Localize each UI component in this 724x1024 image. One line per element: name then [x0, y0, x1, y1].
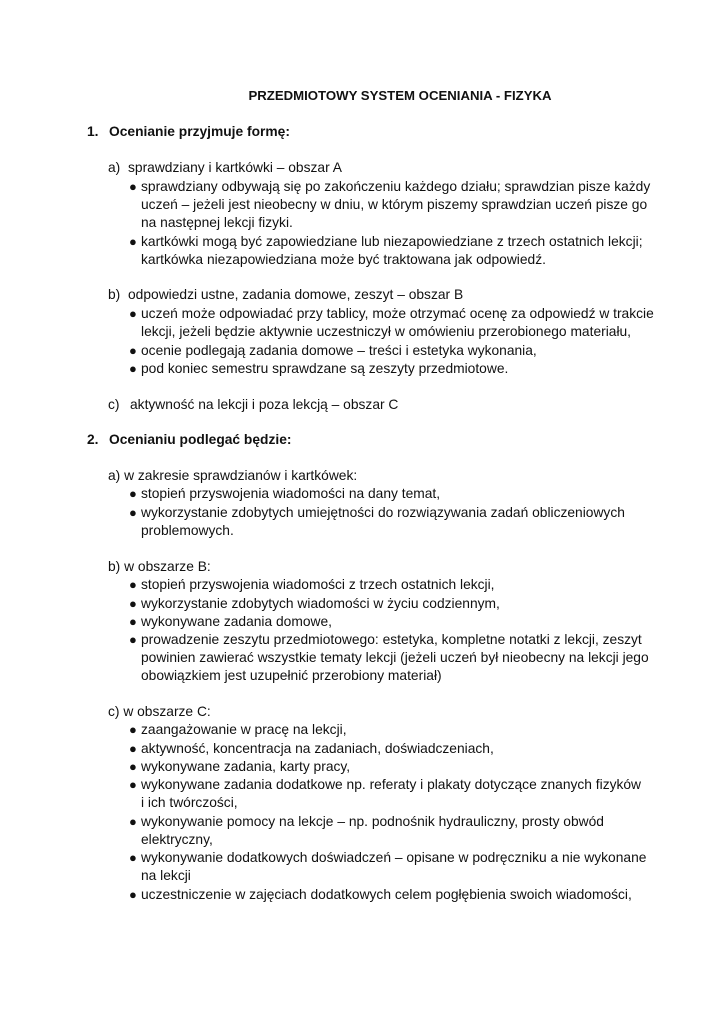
- bullet-icon: ●: [129, 850, 137, 865]
- list-item: ● wykonywane zadania, karty pracy,: [129, 759, 351, 774]
- bullet-icon: ●: [129, 632, 137, 647]
- list-item: ● kartkówki mogą być zapowiedziane lub niezapowiedziane z trzech ostatnich lekcji;: [129, 234, 643, 249]
- list-item: ● zaangażowanie w pracę na lekcji,: [129, 722, 347, 737]
- section-2-number: 2.: [87, 432, 99, 447]
- list-item: ● wykonywane zadania domowe,: [129, 614, 332, 629]
- bullet-icon: ●: [129, 614, 137, 629]
- item-1a-text: sprawdziany i kartkówki – obszar A: [128, 160, 342, 175]
- list-item-continuation: i ich twórczości,: [141, 795, 238, 810]
- list-item: ● sprawdziany odbywają się po zakończeniu każdego działu; sprawdzian pisze każdy: [129, 179, 651, 194]
- item-1b-text: odpowiedzi ustne, zadania domowe, zeszyt – obszar B: [128, 287, 464, 302]
- section-2-heading: [87, 432, 291, 447]
- bullet-icon: ●: [129, 343, 137, 358]
- item-1c-text: aktywność na lekcji i poza lekcją – obszar C: [130, 397, 399, 412]
- bullet-icon: ●: [129, 596, 137, 611]
- list-item: ● ocenie podlegają zadania domowe – treści i estetyka wykonania,: [129, 343, 537, 358]
- bullet-icon: ●: [129, 306, 137, 321]
- list-item: ● wykonywane zadania dodatkowe np. referaty i plakaty dotyczące znanych fizyków: [129, 777, 642, 792]
- list-item: ● wykorzystanie zdobytych wiadomości w życiu codziennym,: [129, 596, 500, 611]
- bullet-icon: ●: [129, 361, 137, 376]
- bullet-icon: ●: [129, 577, 137, 592]
- item-1a-label: a): [108, 160, 121, 175]
- list-item-continuation: na lekcji: [141, 868, 191, 883]
- bullet-icon: ●: [129, 741, 137, 756]
- subsection-2c-heading: c) w obszarze C:: [108, 704, 211, 719]
- list-item-continuation: na następnej lekcji fizyki.: [141, 215, 293, 230]
- bullet-icon: ●: [129, 722, 137, 737]
- list-item-continuation: problemowych.: [141, 523, 234, 538]
- item-1b-label: b): [108, 287, 121, 302]
- bullet-icon: ●: [129, 505, 137, 520]
- subsection-2a-heading: a) w zakresie sprawdzianów i kartkówek:: [108, 468, 358, 483]
- list-item-continuation: kartkówka niezapowiedziana może być traktowana jak odpowiedź.: [141, 252, 546, 267]
- section-1-number: 1.: [87, 124, 99, 139]
- bullet-icon: ●: [129, 486, 137, 501]
- subsection-2b-heading: b) w obszarze B:: [108, 559, 211, 574]
- bullet-icon: ●: [129, 887, 137, 902]
- bullet-icon: ●: [129, 759, 137, 774]
- list-item-continuation: powinien zawierać wszystkie tematy lekcji (jeżeli uczeń był nieobecny na lekcji jego: [141, 650, 649, 665]
- list-item-continuation: obowiązkiem jest uzupełnić przerobiony materiał): [141, 668, 442, 683]
- bullet-icon: ●: [129, 777, 137, 792]
- list-item: ● uczeń może odpowiadać przy tablicy, może otrzymać ocenę za odpowiedź w trakcie: [129, 306, 654, 321]
- list-item: ● stopień przyswojenia wiadomości z trzech ostatnich lekcji,: [129, 577, 495, 592]
- bullet-icon: ●: [129, 179, 137, 194]
- list-item: ● pod koniec semestru sprawdzane są zeszyty przedmiotowe.: [129, 361, 509, 376]
- list-item: ● prowadzenie zeszytu przedmiotowego: estetyka, kompletne notatki z lekcji, zeszyt: [129, 632, 642, 647]
- list-item: ● wykorzystanie zdobytych umiejętności do rozwiązywania zadań obliczeniowych: [129, 505, 625, 520]
- section-1-title: Ocenianie przyjmuje formę:: [109, 124, 290, 139]
- section-1-heading: [87, 124, 290, 139]
- list-item-continuation: lekcji, jeżeli będzie aktywnie uczestniczył w omówieniu przerobionego materiału,: [141, 324, 632, 339]
- item-1c-label: c): [108, 397, 120, 412]
- list-item: ● uczestniczenie w zajęciach dodatkowych celem pogłębienia swoich wiadomości,: [129, 887, 632, 902]
- list-item-continuation: uczeń – jeżeli jest nieobecny w dniu, w którym piszemy sprawdzian uczeń pisze go: [141, 197, 648, 212]
- list-item: ● wykonywanie pomocy na lekcje – np. podnośnik hydrauliczny, prosty obwód: [129, 814, 604, 829]
- list-item: ● aktywność, koncentracja na zadaniach, doświadczeniach,: [129, 741, 494, 756]
- list-item-continuation: elektryczny,: [141, 832, 213, 847]
- bullet-icon: ●: [129, 234, 137, 249]
- list-item: ● stopień przyswojenia wiadomości na dany temat,: [129, 486, 441, 501]
- bullet-icon: ●: [129, 814, 137, 829]
- list-item: ● wykonywanie dodatkowych doświadczeń – opisane w podręczniku a nie wykonane: [129, 850, 647, 865]
- section-2-title: Ocenianiu podlegać będzie:: [109, 432, 292, 447]
- page-title: PRZEDMIOTOWY SYSTEM OCENIANIA - FIZYKA: [248, 88, 552, 103]
